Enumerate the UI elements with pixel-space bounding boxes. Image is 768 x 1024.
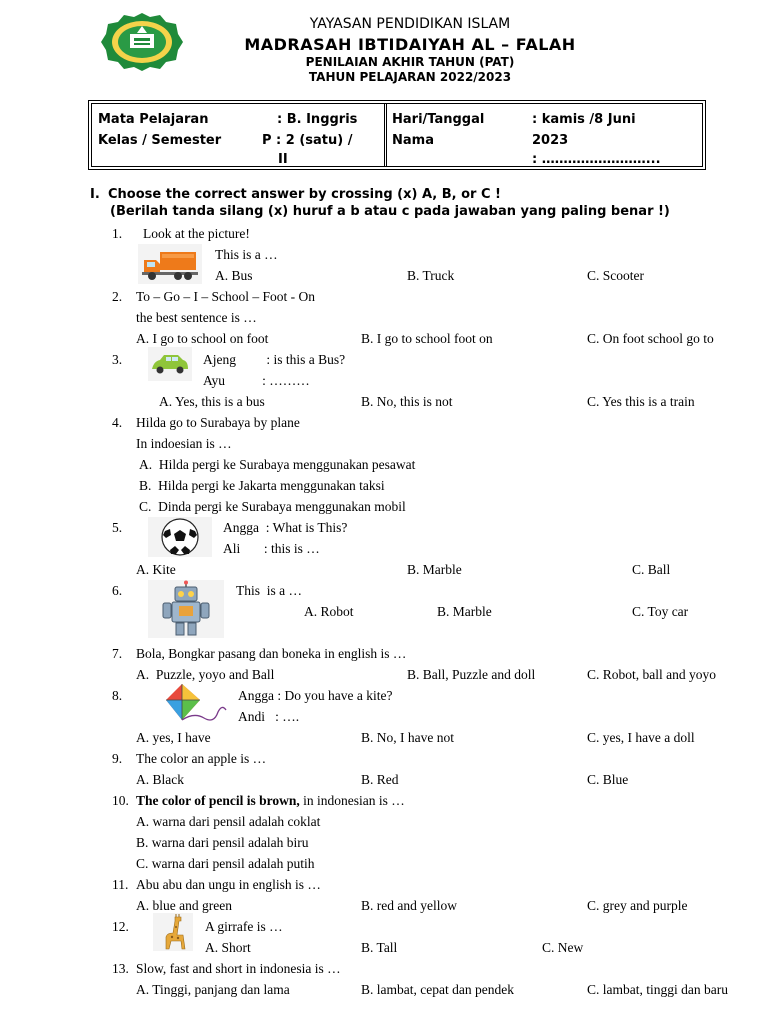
q4-option-b[interactable]: B. Hilda pergi ke Jakarta menggunakan taksi [139, 478, 385, 493]
q4-stem: Hilda go to Surabaya by plane [136, 415, 300, 430]
q3-line2: Ayu : ……… [203, 373, 310, 388]
q11-stem: Abu abu dan ungu in english is … [136, 877, 321, 892]
class-value: P : 2 (satu) / [262, 133, 353, 148]
q1-stem: Look at the picture! [143, 226, 250, 241]
day-value-cont: 2023 [532, 133, 569, 148]
q1-number: 1. [112, 226, 123, 241]
q9-option-c[interactable]: C. Blue [587, 772, 629, 787]
q13-option-a[interactable]: A. Tinggi, panjang dan lama [136, 982, 290, 997]
truck-icon [138, 244, 202, 284]
q7-option-a[interactable]: A. Puzzle, yoyo and Ball [136, 667, 275, 682]
q10-option-b[interactable]: B. warna dari pensil adalah biru [136, 835, 309, 850]
name-label: Nama [392, 133, 434, 148]
class-label: Kelas / Semester [98, 133, 222, 148]
q7-option-c[interactable]: C. Robot, ball and yoyo [587, 667, 716, 682]
subject-label: Mata Pelajaran [98, 112, 209, 127]
q4-number: 4. [112, 415, 123, 430]
kite-icon [160, 682, 228, 724]
q9-stem: The color an apple is … [136, 751, 267, 766]
subject-value: : B. Inggris [277, 112, 358, 127]
school-name: MADRASAH IBTIDAIYAH AL – FALAH [244, 35, 576, 54]
identity-divider [384, 104, 389, 166]
section-number: I. [90, 187, 100, 202]
q7-stem: Bola, Bongkar pasang dan boneka in english is … [136, 646, 407, 661]
q4-option-c[interactable]: C. Dinda pergi ke Surabaya menggunakan mobil [139, 499, 406, 514]
q10-number: 10. [112, 793, 129, 808]
q8-option-b[interactable]: B. No, I have not [361, 730, 454, 745]
q12-number: 12. [112, 919, 129, 934]
q1-option-a[interactable]: A. Bus [215, 268, 253, 283]
q10-stem [136, 793, 405, 809]
q4-sub: In indoesian is … [136, 436, 232, 451]
q10-option-a[interactable]: A. warna dari pensil adalah coklat [136, 814, 321, 829]
q7-option-b[interactable]: B. Ball, Puzzle and doll [407, 667, 536, 682]
q3-option-c[interactable]: C. Yes this is a train [587, 394, 695, 409]
robot-icon [148, 580, 224, 638]
q8-number: 8. [112, 688, 123, 703]
q13-number: 13. [112, 961, 129, 976]
q10-option-c[interactable]: C. warna dari pensil adalah putih [136, 856, 315, 871]
q6-option-b[interactable]: B. Marble [437, 604, 492, 619]
q5-option-a[interactable]: A. Kite [136, 562, 176, 577]
section-title: Choose the correct answer by crossing (x) A, B, or C ! [108, 187, 501, 202]
q8-option-a[interactable]: A. yes, I have [136, 730, 211, 745]
q12-option-c[interactable]: C. New [542, 940, 584, 955]
q5-option-c[interactable]: C. Ball [632, 562, 671, 577]
q9-option-b[interactable]: B. Red [361, 772, 399, 787]
q10-stem-rest: in indonesian is … [299, 793, 405, 808]
q9-number: 9. [112, 751, 123, 766]
q5-line1: Angga : What is This? [223, 520, 348, 535]
q8-option-c[interactable]: C. yes, I have a doll [587, 730, 695, 745]
foundation-name: YAYASAN PENDIDIKAN ISLAM [309, 16, 511, 32]
q11-option-c[interactable]: C. grey and purple [587, 898, 688, 913]
q6-option-c[interactable]: C. Toy car [632, 604, 689, 619]
soccer-ball-icon [148, 517, 212, 557]
identity-box [88, 100, 706, 170]
q11-option-b[interactable]: B. red and yellow [361, 898, 457, 913]
giraffe-icon [153, 913, 193, 951]
q7-number: 7. [112, 646, 123, 661]
q4-option-a[interactable]: A. Hilda pergi ke Surabaya menggunakan pesawat [139, 457, 416, 472]
q1-option-b[interactable]: B. Truck [407, 268, 455, 283]
q6-line1: This is a … [236, 583, 302, 598]
q3-option-a[interactable]: A. Yes, this is a bus [159, 394, 265, 409]
q11-option-a[interactable]: A. blue and green [136, 898, 232, 913]
q1-sub: This is a … [215, 247, 278, 262]
day-label: Hari/Tanggal [392, 112, 485, 127]
q13-option-c[interactable]: C. lambat, tinggi dan baru [587, 982, 728, 997]
section-subtitle: (Berilah tanda silang (x) huruf a b atau c pada jawaban yang paling benar !) [110, 204, 670, 219]
exam-title: PENILAIAN AKHIR TAHUN (PAT) [305, 55, 515, 69]
q8-line1: Angga : Do you have a kite? [238, 688, 393, 703]
q11-number: 11. [112, 877, 129, 892]
q13-option-b[interactable]: B. lambat, cepat dan pendek [361, 982, 514, 997]
q3-number: 3. [112, 352, 123, 367]
q6-option-a[interactable]: A. Robot [304, 604, 354, 619]
q5-line2: Ali : this is … [223, 541, 320, 556]
academic-year: TAHUN PELAJARAN 2022/2023 [308, 70, 512, 84]
q9-option-a[interactable]: A. Black [136, 772, 184, 787]
q8-line2: Andi : …. [238, 709, 300, 724]
q12-option-a[interactable]: A. Short [205, 940, 251, 955]
q5-option-b[interactable]: B. Marble [407, 562, 462, 577]
q3-line1: Ajeng : is this a Bus? [203, 352, 346, 367]
q2-option-c[interactable]: C. On foot school go to [587, 331, 714, 346]
q12-option-b[interactable]: B. Tall [361, 940, 398, 955]
q1-option-c[interactable]: C. Scooter [587, 268, 644, 283]
q2-option-a[interactable]: A. I go to school on foot [136, 331, 269, 346]
name-value: : ……………………... [532, 152, 661, 167]
q3-option-b[interactable]: B. No, this is not [361, 394, 453, 409]
class-value-cont: II [278, 152, 288, 167]
q12-line1: A girrafe is … [205, 919, 283, 934]
q2-option-b[interactable]: B. I go to school foot on [361, 331, 493, 346]
day-value: : kamis /8 Juni [532, 112, 636, 127]
q2-sub: the best sentence is … [136, 310, 257, 325]
q2-stem: To – Go – I – School – Foot - On [136, 289, 316, 304]
car-icon [148, 347, 192, 381]
q6-number: 6. [112, 583, 123, 598]
q5-number: 5. [112, 520, 123, 535]
q13-stem: Slow, fast and short in indonesia is … [136, 961, 341, 976]
q10-stem-bold: The color of pencil is brown, [136, 793, 300, 808]
q2-number: 2. [112, 289, 123, 304]
